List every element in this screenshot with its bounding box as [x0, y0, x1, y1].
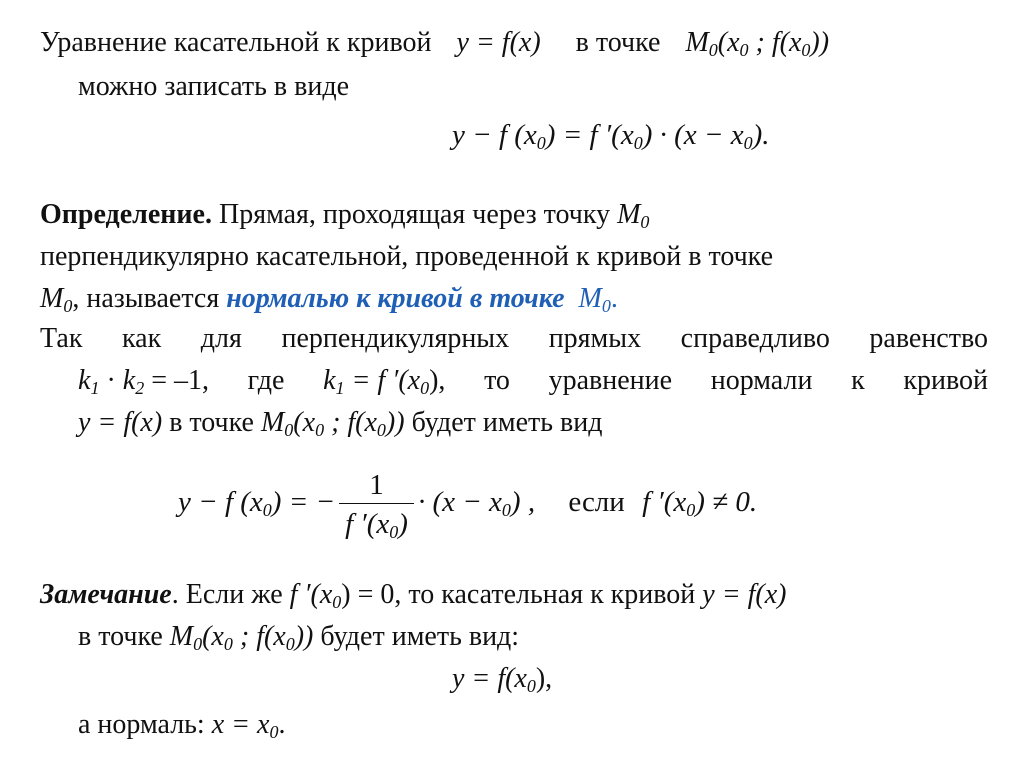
fraction-numerator: 1: [369, 468, 384, 501]
curve-expression-2: y = f(x): [78, 407, 163, 438]
remark-point: $M_0(x_0$ ; $f(x_0)$): [169, 621, 314, 654]
perp-line-1-word: равенство: [869, 323, 988, 354]
remark-curve: y = f(x): [702, 579, 787, 610]
remark-condition: f $'(x_0) = 0$,: [289, 579, 402, 612]
k1-k2-product: $k_1 \cdot k_2 = -1$,: [78, 365, 209, 398]
remark-normal: [78, 708, 285, 742]
normal-eq-lhs: y − f $(x_0)$ = −: [178, 486, 336, 520]
normal-equation-vertical: $x = x_0$.: [211, 709, 286, 742]
perp-line-2-word: кривой: [903, 365, 988, 396]
perp-line-2-word: уравнение: [548, 365, 673, 396]
normal-eq-fraction: [339, 467, 414, 542]
k1-definition: $k_1 = f$ $'(x_0)$,: [323, 365, 446, 398]
definition-line-3: $M_0$, называется нормалью к кривой в точке $M_0$.: [40, 283, 618, 316]
tangent-line-2-text: можно записать в виде: [78, 71, 350, 102]
curve-expression: y = f(x): [456, 27, 541, 58]
tangent-line-1: [40, 26, 829, 60]
remark-label: Замечание: [40, 579, 172, 610]
normal-term-point: $M_0$: [578, 283, 611, 316]
definition-line-2: [40, 240, 773, 274]
remark-line-2: в точке $M_0(x_0$ ; $f(x_0)$) будет иметь вид:: [78, 621, 520, 654]
normal-equation: [178, 462, 757, 542]
perp-line-2-word: то: [484, 365, 510, 396]
perp-line-3-rest: будет иметь вид: [404, 407, 603, 438]
normal-label: а нормаль:: [78, 709, 212, 740]
perp-line-1-word: прямых: [548, 323, 642, 354]
normal-eq-rhs: · $(x - x_0)$ ,: [417, 486, 536, 520]
point-m0: $M_0(x_0$ ; $f(x_0)$): [685, 27, 830, 60]
at-point-text: в точке: [575, 27, 661, 58]
definition-point-2: $M_0$: [40, 283, 73, 316]
perp-line-2-word: к: [851, 365, 865, 396]
perp-line-1-word: Так: [40, 323, 83, 354]
tangent-line-2: [78, 70, 349, 104]
perp-line-2-word: нормали: [710, 365, 813, 396]
normal-term: нормалью к кривой в точке: [226, 283, 565, 314]
perp-line-1-word: для: [200, 323, 242, 354]
perp-line-1-word: перпендикулярных: [281, 323, 510, 354]
perp-line-1-word: справедливо: [680, 323, 830, 354]
remark-line-1: Замечание. Если же f $'(x_0) = 0$, то касательная к кривой y = f(x): [40, 579, 787, 612]
definition-text-2: перпендикулярно касательной, проведенной к кривой в точке: [40, 241, 774, 272]
tangent-equation: y − f $(x_0) = f$ $'(x_0) \cdot (x - x_0)$.: [452, 119, 770, 153]
perp-line-2: [78, 364, 988, 398]
condition-if: если: [568, 486, 625, 518]
remark-tangent-equation: $y = f(x_0)$,: [452, 663, 553, 696]
tangent-intro: Уравнение касательной к кривой: [40, 27, 432, 58]
condition-expr: f $'(x_0) \ne 0$.: [642, 486, 758, 520]
definition-label: Определение.: [40, 199, 212, 230]
definition-text-1: Прямая, проходящая через точку: [211, 199, 618, 230]
gde-word: где: [247, 365, 285, 396]
definition-line-1: [40, 198, 649, 232]
perp-line-1-word: как: [122, 323, 162, 354]
perp-line-1: [40, 322, 988, 356]
definition-point: $M_0$: [617, 199, 650, 232]
point-m0-2: $M_0(x_0$ ; $f(x_0)$): [260, 407, 405, 440]
fraction-denominator: f $'(x_0)$: [339, 503, 414, 542]
perp-line-3: y = f(x) в точке $M_0(x_0$ ; $f(x_0)$) будет иметь вид: [78, 407, 603, 440]
